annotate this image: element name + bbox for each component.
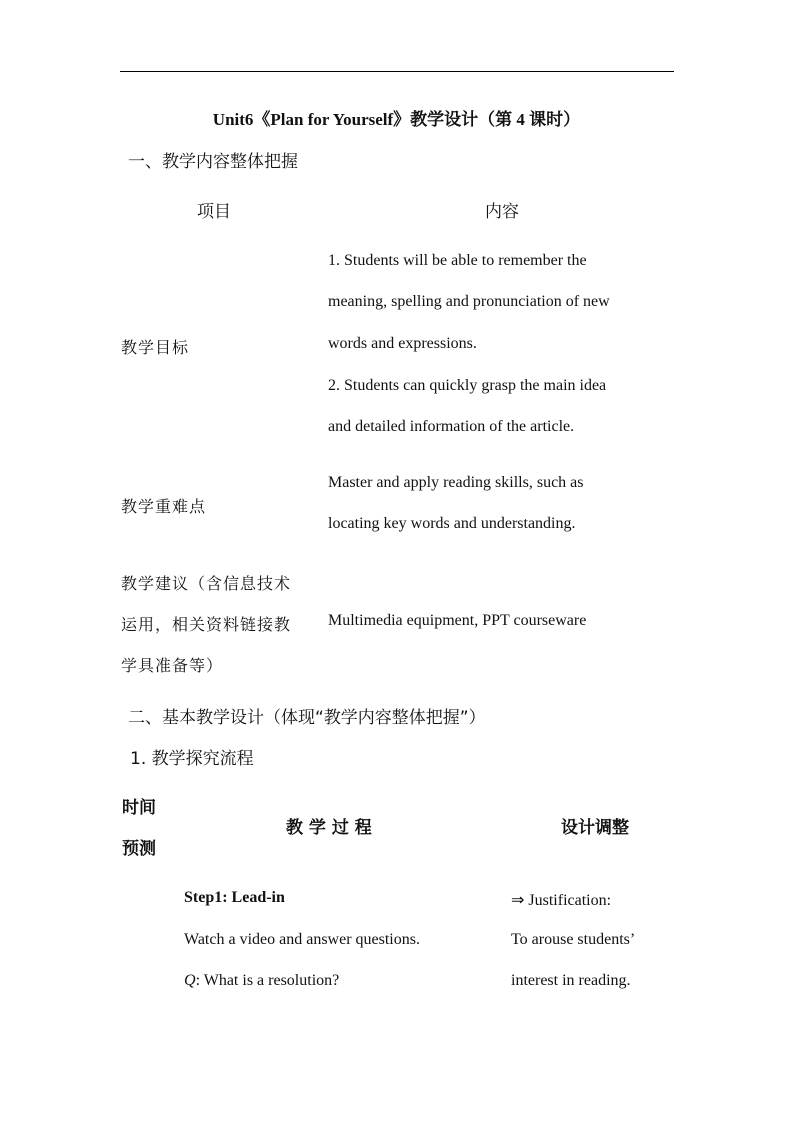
table1-row3-item-line1: 教学建议（含信息技术 [121, 574, 292, 593]
document-title: Unit6《Plan for Yourself》教学设计（第 4 课时） [212, 110, 581, 129]
question-text: : What is a resolution? [195, 972, 340, 989]
step1-question [184, 972, 339, 990]
table1-header-item: 项目 [197, 202, 231, 222]
question-label: Q [184, 972, 196, 989]
step1-heading: Step1: Lead-in [184, 889, 285, 906]
table1-row1-line3: words and expressions. [328, 335, 477, 352]
section-heading-2: 二、基本教学设计（体现“教学内容整体把握”） [128, 708, 486, 728]
section-heading-1: 一、教学内容整体把握 [128, 152, 298, 172]
table1-row2-line2: locating key words and understanding. [328, 515, 576, 532]
table1-row3-item-line2: 运用，相关资料链接教 [121, 615, 292, 634]
table1-row1-line1: 1. Students will be able to remember the [328, 252, 587, 269]
justification-line2: interest in reading. [511, 972, 631, 989]
table1-row1-line5: and detailed information of the article. [328, 418, 575, 435]
subsection-heading: 1. 教学探究流程 [130, 749, 254, 769]
table1-header-content: 内容 [485, 202, 519, 222]
table2-header-process: 教 学 过 程 [286, 818, 372, 838]
table1-row2-line1: Master and apply reading skills, such as [328, 474, 584, 491]
table2-header-time-line1: 时间 [122, 798, 156, 818]
step1-instruction: Watch a video and answer questions. [184, 931, 420, 948]
justification-line1: To arouse students’ [511, 931, 636, 948]
table2-header-time-line2: 预测 [122, 839, 156, 859]
arrow-icon: ⇒ [511, 892, 525, 909]
table1-row1-line2: meaning, spelling and pronunciation of new [328, 293, 610, 310]
justification-heading [511, 890, 611, 910]
table2-header-adjust: 设计调整 [561, 818, 629, 838]
table1-row1-item: 教学目标 [121, 338, 190, 357]
table1-row3-item-line3: 学具准备等） [121, 656, 224, 675]
justification-label: Justification: [528, 892, 612, 909]
table1-row1-line4: 2. Students can quickly grasp the main idea [328, 377, 607, 394]
table1-row2-item: 教学重难点 [121, 497, 207, 516]
table1-row3-line1: Multimedia equipment, PPT courseware [328, 612, 587, 629]
header-rule [120, 71, 674, 72]
